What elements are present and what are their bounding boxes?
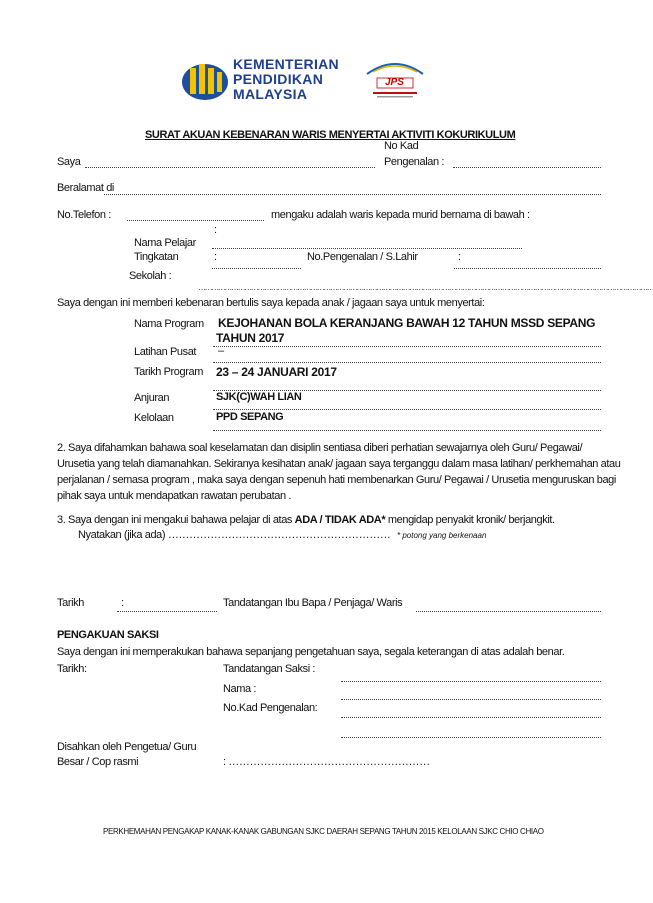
tarikh-field[interactable] <box>117 611 217 612</box>
saksi-tarikh-label: Tarikh: <box>57 663 87 675</box>
kelolaan-label: Kelolaan <box>134 412 174 424</box>
kpm-line-1: KEMENTERIAN <box>233 56 339 72</box>
telefon-label: No.Telefon : <box>57 209 111 221</box>
nama-program-label: Nama Program <box>134 318 204 330</box>
kebenaran-text: Saya dengan ini memberi kebenaran bertulis saya kepada anak / jagaan saya untuk menyertai: <box>57 297 485 309</box>
nokad-field[interactable] <box>453 167 601 168</box>
tarikh-program-value: 23 – 24 JANUARI 2017 <box>216 365 337 379</box>
nopengenalan-field[interactable] <box>454 268 601 269</box>
para3-line-1 <box>57 514 555 526</box>
disahkan-label-2: Besar / Cop rasmi <box>57 756 139 768</box>
mengaku-text: mengaku adalah waris kepada murid bernama di bawah : <box>271 209 530 221</box>
pengakuan-heading: PENGAKUAN SAKSI <box>57 629 159 641</box>
saksi-nokad-field[interactable] <box>341 717 601 718</box>
tarikh-program-label: Tarikh Program <box>134 366 203 378</box>
tandatangan-waris-label: Tandatangan Ibu Bapa / Penjaga/ Waris <box>223 597 403 609</box>
latihan-pusat-line <box>213 362 601 363</box>
para3-prefix: 3. Saya dengan ini mengakui bahawa pelajar di atas <box>57 514 295 526</box>
saya-label: Saya <box>57 156 81 168</box>
tandatangan-saksi-field[interactable] <box>341 681 601 682</box>
pengakuan-text: Saya dengan ini memperakukan bahawa sepanjang pengetahuan saya, segala keterangan di atas adalah benar. <box>57 646 565 658</box>
ada-tidak-ada-option[interactable]: ADA / TIDAK ADA* <box>294 514 386 526</box>
para2-line-1: 2. Saya difahamkan bahawa soal keselamatan dan disiplin sentiasa diberi perhatian sewajarnya oleh Guru/ Pegawai/ <box>57 442 583 454</box>
nama-program-line <box>213 346 601 347</box>
nokad-label-1: No Kad <box>384 140 419 152</box>
tarikh-label: Tarikh <box>57 597 84 609</box>
para3-suffix: mengidap penyakit kronik/ berjangkit. <box>385 514 555 526</box>
kpm-line-2: PENDIDIKAN <box>233 71 324 87</box>
para2-line-3: perjalanan / semasa program , maka saya dengan sepenuh hati membenarkan Guru/ Pegawai / Urusetia menguruskan bagi <box>57 474 616 486</box>
nama-pelajar-field[interactable] <box>212 248 522 249</box>
tarikh-colon: : <box>121 597 124 609</box>
saksi-nama-field[interactable] <box>341 699 601 700</box>
sekolah-dots[interactable]: ……………………………………………………………………………………………………………………………………………………………………………………… <box>198 283 653 292</box>
footer-text: PERKHEMAHAN PENGAKAP KANAK-KANAK GABUNGAN SJKC DAERAH SEPANG TAHUN 2015 KELOLAAN SJKC CHIO CHIAO <box>103 827 544 836</box>
nama-pelajar-label: Nama Pelajar <box>134 237 196 249</box>
jps-logo <box>361 52 429 102</box>
nyatakan-field[interactable]: Nyatakan (jika ada) ……………………………………………………… <box>78 529 391 541</box>
colon-1: : <box>214 224 217 236</box>
nokad-label-2: Pengenalan : <box>384 156 445 168</box>
saksi-nama-label: Nama : <box>223 683 257 695</box>
telefon-field[interactable] <box>127 220 264 221</box>
latihan-pusat-value: – <box>218 345 224 357</box>
disahkan-label-1: Disahkan oleh Pengetua/ Guru <box>57 741 197 753</box>
kpm-line-3: MALAYSIA <box>233 86 308 102</box>
document-title: SURAT AKUAN KEBENARAN WARIS MENYERTAI AKTIVITI KOKURIKULUM <box>145 129 516 141</box>
anjuran-line <box>213 409 601 410</box>
nopengenalan-label: No.Pengenalan / S.Lahir <box>307 251 418 263</box>
jps-label: JPS <box>385 77 404 88</box>
saksi-extra-field[interactable] <box>341 737 601 738</box>
sekolah-label: Sekolah : <box>129 270 172 282</box>
kelolaan-value: PPD SEPANG <box>216 411 284 423</box>
kelolaan-line <box>213 430 601 431</box>
kpm-logo <box>181 54 351 104</box>
nama-program-value: KEJOHANAN BOLA KERANJANG BAWAH 12 TAHUN MSSD SEPANG <box>218 316 596 330</box>
tingkatan-label: Tingkatan <box>134 251 179 263</box>
latihan-pusat-label: Latihan Pusat <box>134 346 197 358</box>
anjuran-value: SJK(C)WAH LIAN <box>216 391 302 403</box>
para2-line-4: pihak saya untuk mendapatkan rawatan perubatan . <box>57 490 291 502</box>
para2-line-2: Urusetia yang telah diamanahkan. Sekiranya kesihatan anak/ jagaan saya terganggu dalam masa latihan/ perkhemahan atau <box>57 458 621 470</box>
beralamat-label: Beralamat di <box>57 182 114 194</box>
tingkatan-field[interactable] <box>212 268 301 269</box>
potong-note: * potong yang berkenaan <box>397 531 487 540</box>
anjuran-label: Anjuran <box>134 392 170 404</box>
alamat-field[interactable] <box>104 194 601 195</box>
tandatangan-waris-field[interactable] <box>416 611 601 612</box>
tandatangan-saksi-label: Tandatangan Saksi : <box>223 663 316 675</box>
saya-field[interactable] <box>85 167 375 168</box>
colon-2: : <box>214 251 217 263</box>
nama-program-value-2: TAHUN 2017 <box>216 331 285 345</box>
colon-3: : <box>458 251 461 263</box>
saksi-nokad-label: No.Kad Pengenalan: <box>223 702 318 714</box>
disahkan-field[interactable]: : ………………………………………………… <box>223 756 430 768</box>
